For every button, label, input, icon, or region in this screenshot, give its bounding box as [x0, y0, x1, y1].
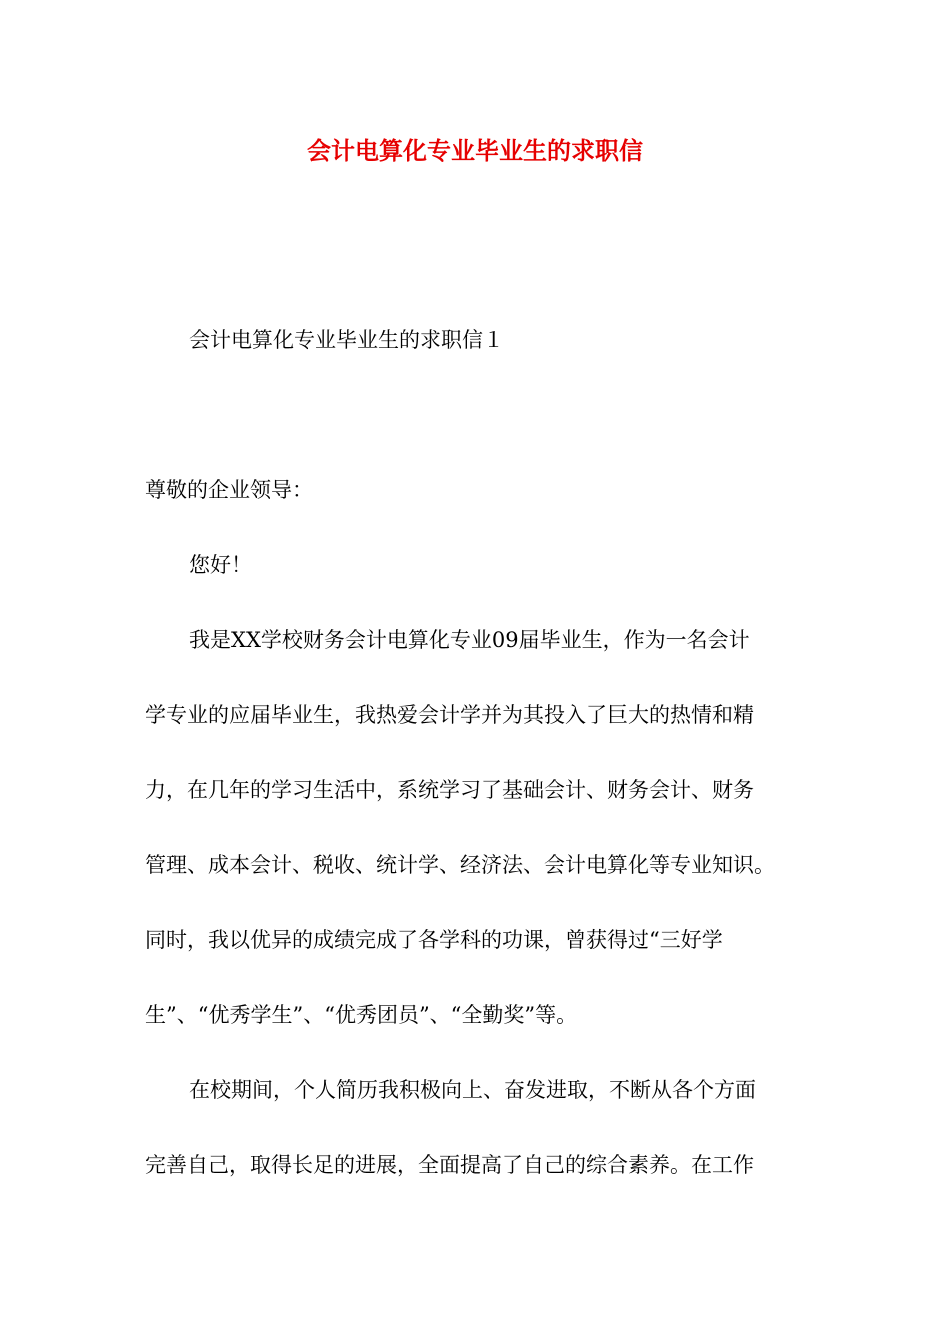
- paragraph-1-line-1: 我是XX学校财务会计电算化专业09届毕业生，作为一名会计: [189, 628, 750, 652]
- letter-heading: 会计电算化专业毕业生的求职信１: [189, 328, 504, 352]
- paragraph-1-line-3: 力，在几年的学习生活中，系统学习了基础会计、财务会计、财务: [145, 778, 754, 802]
- paragraph-1-line-6: 生”、“优秀学生”、“优秀团员”、“全勤奖”等。: [145, 1003, 578, 1027]
- document-title: 会计电算化专业毕业生的求职信: [307, 137, 643, 165]
- paragraph-1-line-5: 同时，我以优异的成绩完成了各学科的功课，曾获得过“三好学: [145, 928, 723, 952]
- greeting: 您好！: [189, 553, 252, 577]
- paragraph-2-line-1: 在校期间，个人简历我积极向上、奋发进取，不断从各个方面: [189, 1078, 756, 1102]
- paragraph-2-line-2: 完善自己，取得长足的进展，全面提高了自己的综合素养。在工作: [145, 1153, 754, 1177]
- paragraph-1-line-2: 学专业的应届毕业生，我热爱会计学并为其投入了巨大的热情和精: [145, 703, 754, 727]
- paragraph-1-line-4: 管理、成本会计、税收、统计学、经济法、会计电算化等专业知识。: [145, 853, 775, 877]
- salutation: 尊敬的企业领导：: [145, 478, 313, 502]
